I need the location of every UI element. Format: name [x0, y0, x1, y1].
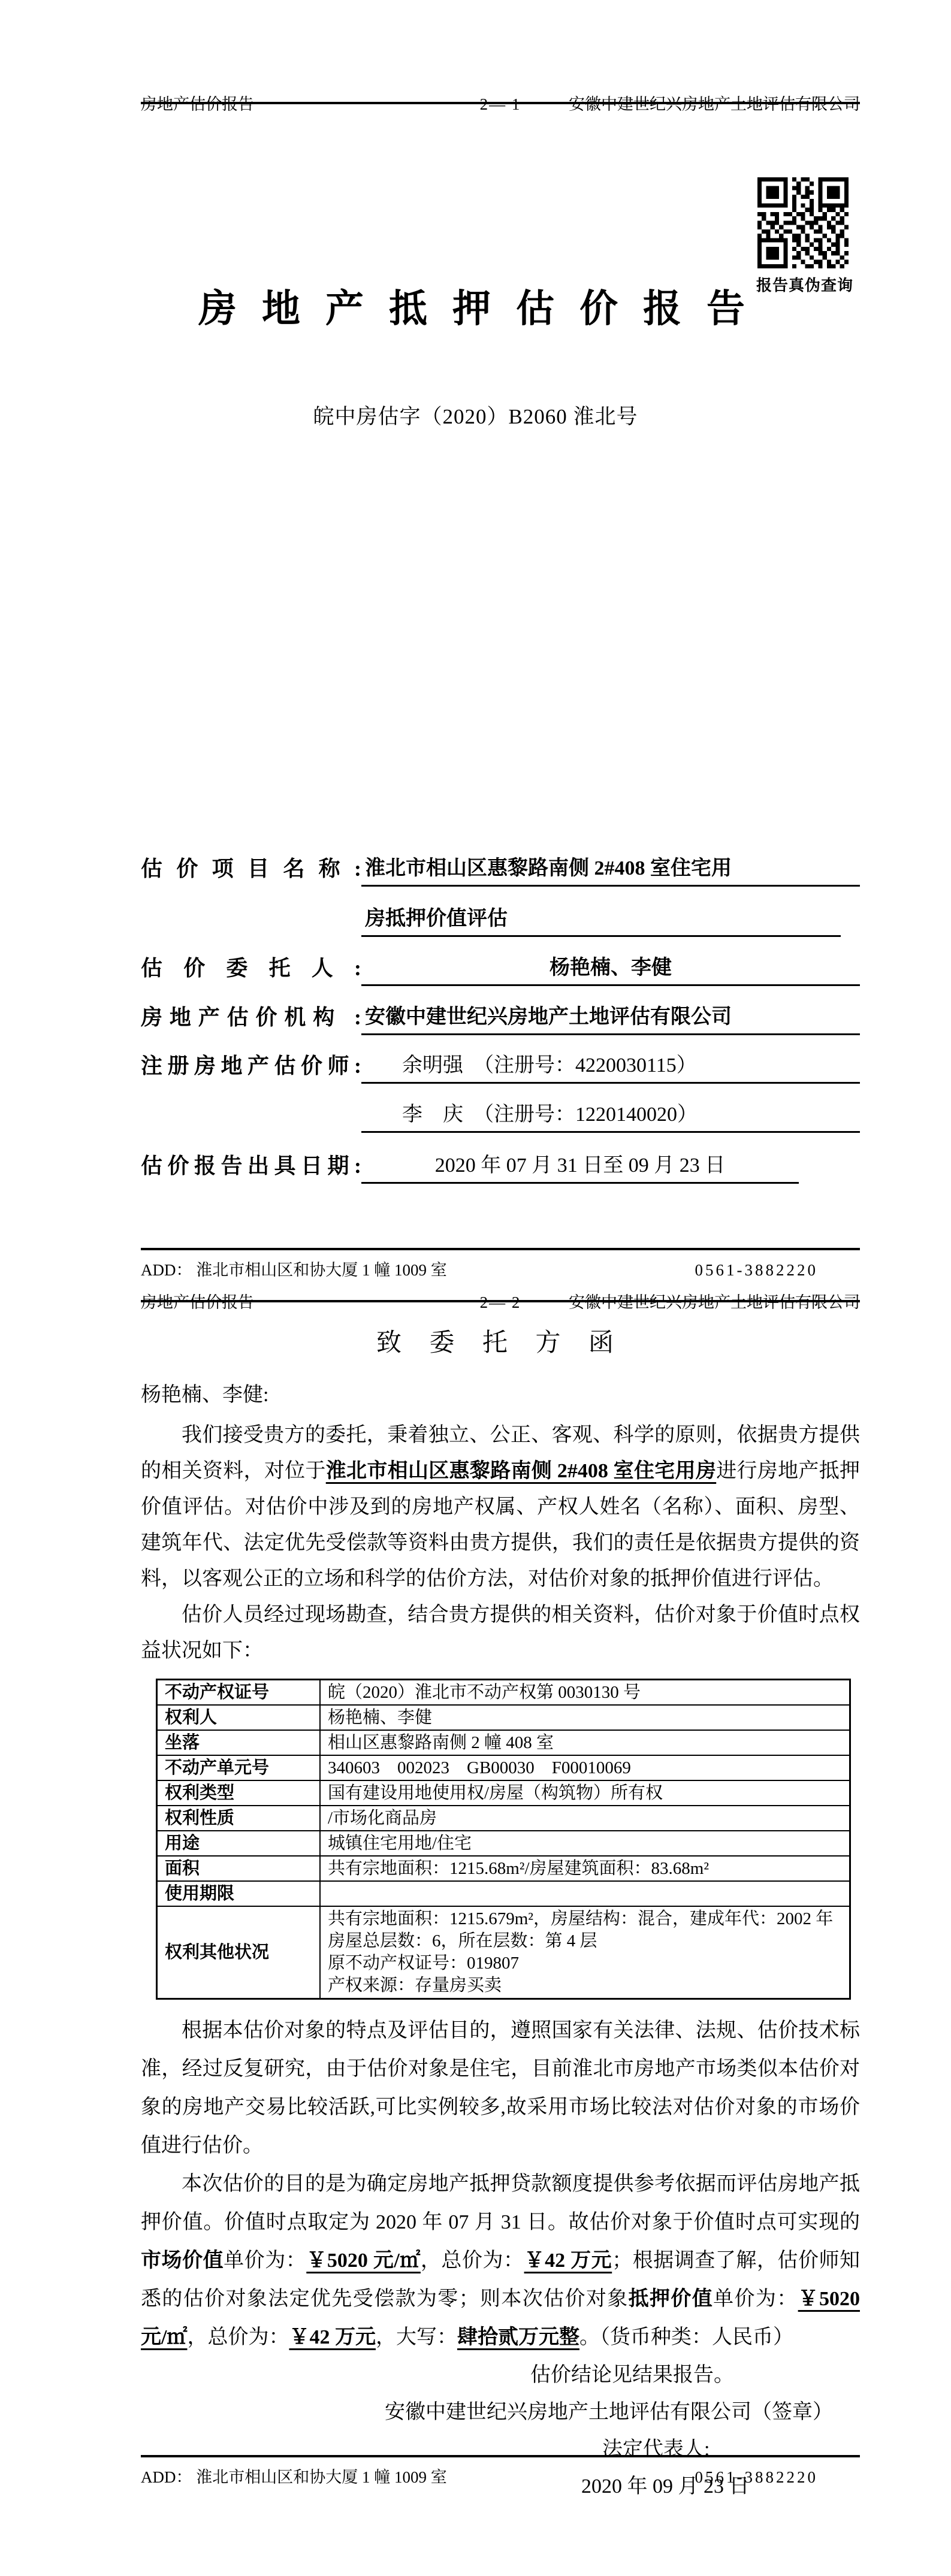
field-value: 杨艳楠、李健	[361, 953, 860, 986]
table-row-label: 权利其他状况	[157, 1906, 321, 1999]
field-label: 估价报告出具日期:	[141, 1154, 361, 1178]
amount-in-words: 肆拾贰万元整	[457, 2326, 579, 2348]
table-row-label: 权利人	[157, 1705, 321, 1730]
table-row	[157, 1755, 850, 1780]
table-row	[157, 1705, 850, 1730]
paragraph-engagement	[141, 1417, 860, 1597]
unit-price-value: ￥5020 元/㎡	[306, 2250, 421, 2272]
qr-caption: 报告真伪查询	[756, 277, 854, 294]
legal-representative-label: 法定代表人:	[602, 2438, 710, 2460]
footer-address: ADD： 淮北市相山区和协大厦 1 幢 1009 室	[141, 2468, 447, 2486]
field-label: 注册房地产估价师:	[141, 1054, 361, 1078]
table-row-label: 坐落	[157, 1730, 321, 1755]
table-row-label: 面积	[157, 1856, 321, 1881]
footer-phone: 0561-3882220	[695, 1261, 818, 1279]
field-value: 淮北市相山区惠黎路南侧 2#408 室住宅用	[361, 853, 860, 887]
table-row	[157, 1831, 850, 1856]
text-run: 单价为：	[713, 2288, 798, 2310]
table-row-value: 皖（2020）淮北市不动产权第 0030130 号	[320, 1680, 850, 1706]
footer-phone: 0561-3882220	[695, 2468, 818, 2486]
header-company-name: 安徽中建世纪兴房地产土地评估有限公司	[569, 95, 860, 113]
table-row-value: /市场化商品房	[320, 1806, 850, 1831]
field-appraiser-2	[141, 1099, 860, 1133]
field-label: 估 价 项 目 名 称 :	[141, 857, 361, 881]
table-row-value: 杨艳楠、李健	[320, 1705, 850, 1730]
other-status-line: 产权来源：存量房买卖	[328, 1976, 502, 1995]
mortgage-value-term: 抵押价值	[628, 2288, 714, 2310]
header-company-name: 安徽中建世纪兴房地产土地评估有限公司	[569, 1293, 860, 1311]
table-row-label: 不动产权证号	[157, 1680, 321, 1706]
other-status-line: 共有宗地面积：1215.679m²，房屋结构：混合，建成年代：2002 年	[328, 1909, 834, 1928]
header-page-number: 2— 2	[479, 1293, 521, 1311]
paragraph-method: 根据本估价对象的特点及评估目的，遵照国家有关法律、法规、估价技术标准，经过反复研究，由于估价对象是住宅，目前淮北市房地产市场类似本估价对象的房地产交易比较活跃,可比实例较多,故采用市场比较法对估价对象的市场价值进行估价。	[141, 2019, 860, 2157]
text-run: 进行房地产抵押价值评估。对估价中涉及到的房地产权属、产权人姓名（名称）、面积、房型、建筑年代、法定优先受偿款等资料由贵方提供，我们的责任是依据贵方提供的资料，以客观公正的立场和科学的估价方法，对估价对象的抵押价值进行评估。	[141, 1460, 861, 1590]
table-row-label: 用途	[157, 1831, 321, 1856]
table-row	[157, 1881, 850, 1906]
field-client	[141, 953, 860, 986]
table-row	[157, 1856, 850, 1881]
property-rights-table	[156, 1679, 851, 2000]
table-row-value: 城镇住宅用地/住宅	[320, 1831, 850, 1856]
header-page-number: 2— 1	[479, 95, 521, 113]
table-row	[157, 1730, 850, 1755]
company-signature-line: 安徽中建世纪兴房地产土地评估有限公司（签章）	[385, 2401, 833, 2423]
page1-running-footer	[141, 1248, 860, 1280]
field-value: 李 庆 （注册号：1220140020）	[361, 1099, 860, 1133]
field-label: 房地产估价机构 :	[141, 1005, 361, 1029]
field-appraiser-1	[141, 1050, 860, 1084]
field-value: 余明强 （注册号：4220030115）	[361, 1050, 860, 1084]
table-row-value	[320, 1881, 850, 1906]
footer-address: ADD： 淮北市相山区和协大厦 1 幢 1009 室	[141, 1261, 447, 1279]
table-row-label: 权利类型	[157, 1780, 321, 1806]
field-agency	[141, 1002, 860, 1035]
paragraph-inspection: 估价人员经过现场勘查，结合贵方提供的相关资料，估价对象于价值时点权益状况如下：	[141, 1604, 860, 1662]
text-run: ，总价为：	[187, 2326, 289, 2348]
table-row	[157, 1680, 850, 1706]
property-address-highlight: 淮北市相山区惠黎路南侧 2#408 室住宅用房	[325, 1460, 717, 1482]
table-row-label: 使用期限	[157, 1881, 321, 1906]
report-title: 房 地 产 抵 押 估 价 报 告	[198, 288, 753, 330]
header-doc-type: 房地产估价报告	[141, 95, 254, 113]
market-value-term: 市场价值	[141, 2250, 224, 2272]
table-row	[157, 1806, 850, 1831]
field-project-name-line2	[141, 903, 860, 937]
text-run: 单价为：	[224, 2250, 307, 2272]
field-spacer	[141, 1099, 361, 1133]
text-run: 。（货币种类：人民币）	[579, 2326, 793, 2348]
text-run: ；根据调查了解，估价师知悉的估价对象法定优先受偿款为零；则本次估价对象	[141, 2250, 861, 2310]
conclusion-note: 估价结论见结果报告。	[530, 2364, 734, 2386]
table-row-label: 权利性质	[157, 1806, 321, 1831]
field-value: 2020 年 07 月 31 日至 09 月 23 日	[361, 1150, 799, 1184]
field-value: 房抵押价值评估	[361, 903, 841, 937]
letter-greeting: 杨艳楠、李健:	[141, 1384, 269, 1406]
field-issue-date	[141, 1150, 860, 1184]
table-row	[157, 1780, 850, 1806]
table-row-value: 340603 002023 GB00030 F00010069	[320, 1755, 850, 1780]
text-run: ，总价为：	[420, 2250, 524, 2272]
text-run: 我们接受贵方的委托，秉着独立、公正、客观、科学的原则，依据贵方提供的相关资料，对位于	[141, 1424, 860, 1482]
report-number: 皖中房估字（2020）B2060 淮北号	[313, 405, 638, 428]
table-row-label: 不动产单元号	[157, 1755, 321, 1780]
table-row-value	[320, 1906, 850, 1999]
field-spacer	[141, 903, 361, 937]
other-status-line: 房屋总层数：6，所在层数：第 4 层	[328, 1931, 597, 1951]
letter-title: 致 委 托 方 函	[376, 1329, 624, 1357]
paragraph-valuation-result	[141, 2165, 860, 2357]
table-row-value: 相山区惠黎路南侧 2 幢 408 室	[320, 1730, 850, 1755]
signature-date: 2020 年 09 月 23 日	[581, 2475, 750, 2498]
header-doc-type: 房地产估价报告	[141, 1293, 254, 1311]
total-price-value: ￥42 万元	[524, 2250, 612, 2272]
text-run: ，大写：	[375, 2326, 457, 2348]
other-status-line: 原不动产权证号：019807	[328, 1954, 520, 1973]
text-run: 本次估价的目的是为确定房地产抵押贷款额度提供参考依据而评估房地产抵押价值。价值时点取定为 2020 年 07 月 31 日。故估价对象于价值时点可实现的	[141, 2173, 860, 2233]
page2-running-header	[141, 1292, 860, 1311]
letter-to-client	[141, 1325, 860, 2505]
page1-running-header	[141, 93, 860, 113]
total-price-value: ￥42 万元	[289, 2326, 376, 2348]
field-label: 估 价 委 托 人 :	[141, 956, 361, 980]
field-value: 安徽中建世纪兴房地产土地评估有限公司	[361, 1002, 860, 1035]
qr-verification-block	[756, 177, 854, 295]
qr-code-icon	[757, 177, 849, 268]
unit-price-value: ￥5020 元/㎡	[141, 2288, 860, 2348]
table-row-value: 共有宗地面积：1215.68m²/房屋建筑面积：83.68m²	[320, 1856, 850, 1881]
field-project-name	[141, 853, 860, 887]
table-row-value: 国有建设用地使用权/房屋（构筑物）所有权	[320, 1780, 850, 1806]
table-row-other-status	[157, 1906, 850, 1999]
page2-running-footer	[141, 2455, 860, 2487]
